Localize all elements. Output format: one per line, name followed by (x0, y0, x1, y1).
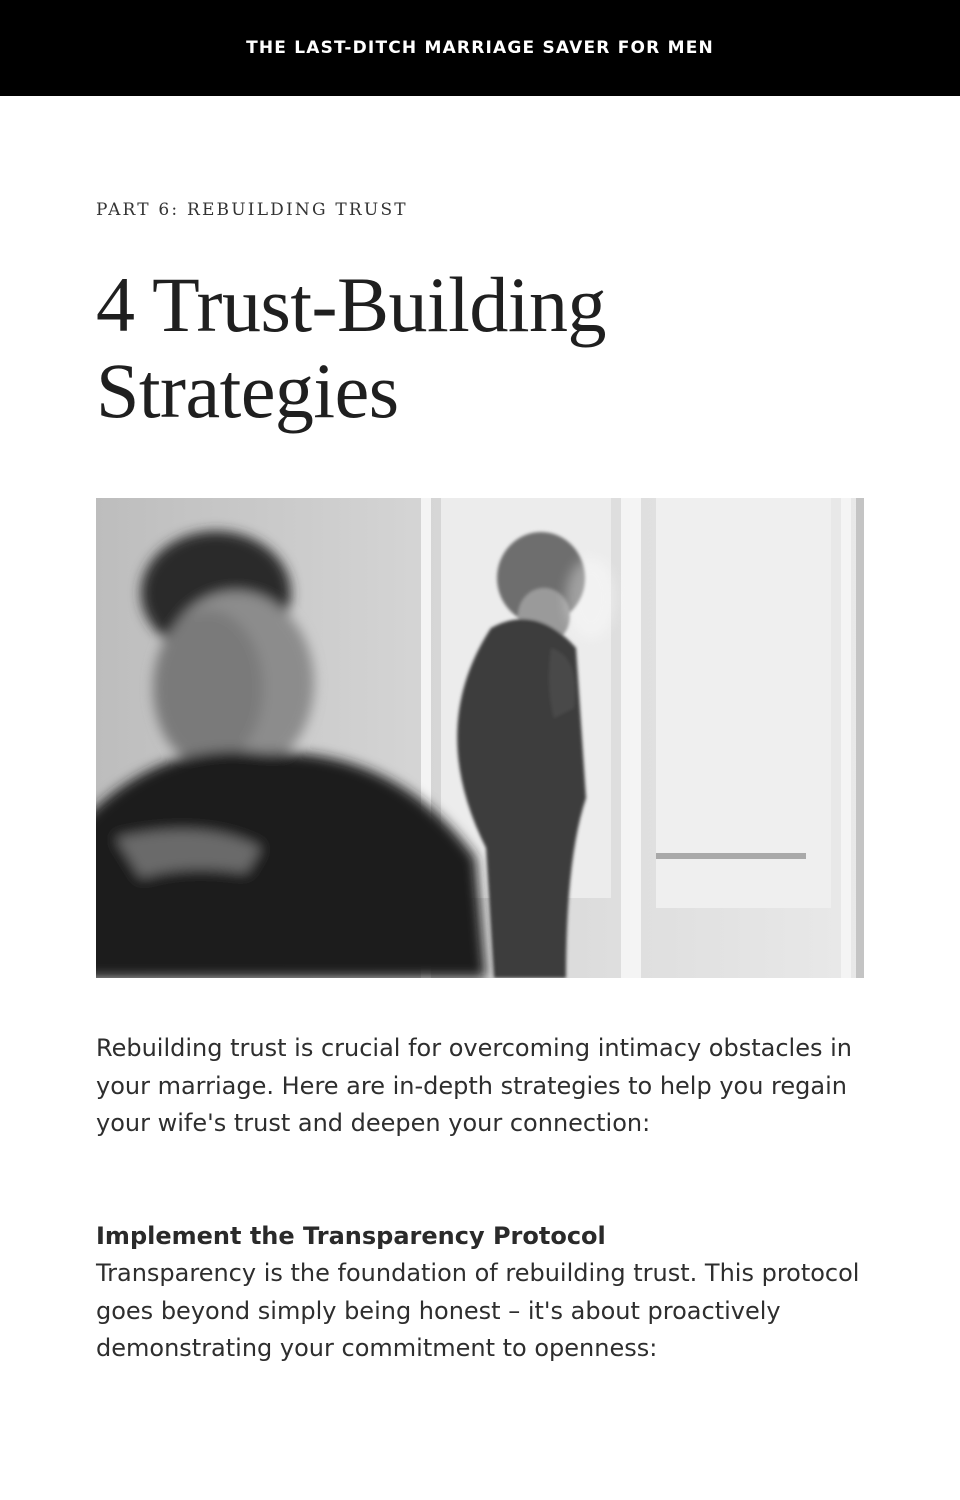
section-paragraph: Transparency is the foundation of rebuilding trust. This protocol goes beyond simply being honest – it's about proactively demonstrating your commitment to openness: (96, 1259, 860, 1362)
page-title: 4 Trust-Building Strategies (96, 261, 607, 434)
top-banner (0, 0, 960, 96)
banner-title: THE LAST-DITCH MARRIAGE SAVER FOR MEN (246, 38, 714, 58)
section-heading: Implement the Transparency Protocol (96, 1222, 606, 1250)
intro-paragraph: Rebuilding trust is crucial for overcoming intimacy obstacles in your marriage. Here are in-depth strategies to help you regain your wife's trust and deepen your connection: (96, 1034, 852, 1137)
part-label: PART 6: REBUILDING TRUST (96, 200, 408, 220)
hero-photo (96, 498, 864, 978)
